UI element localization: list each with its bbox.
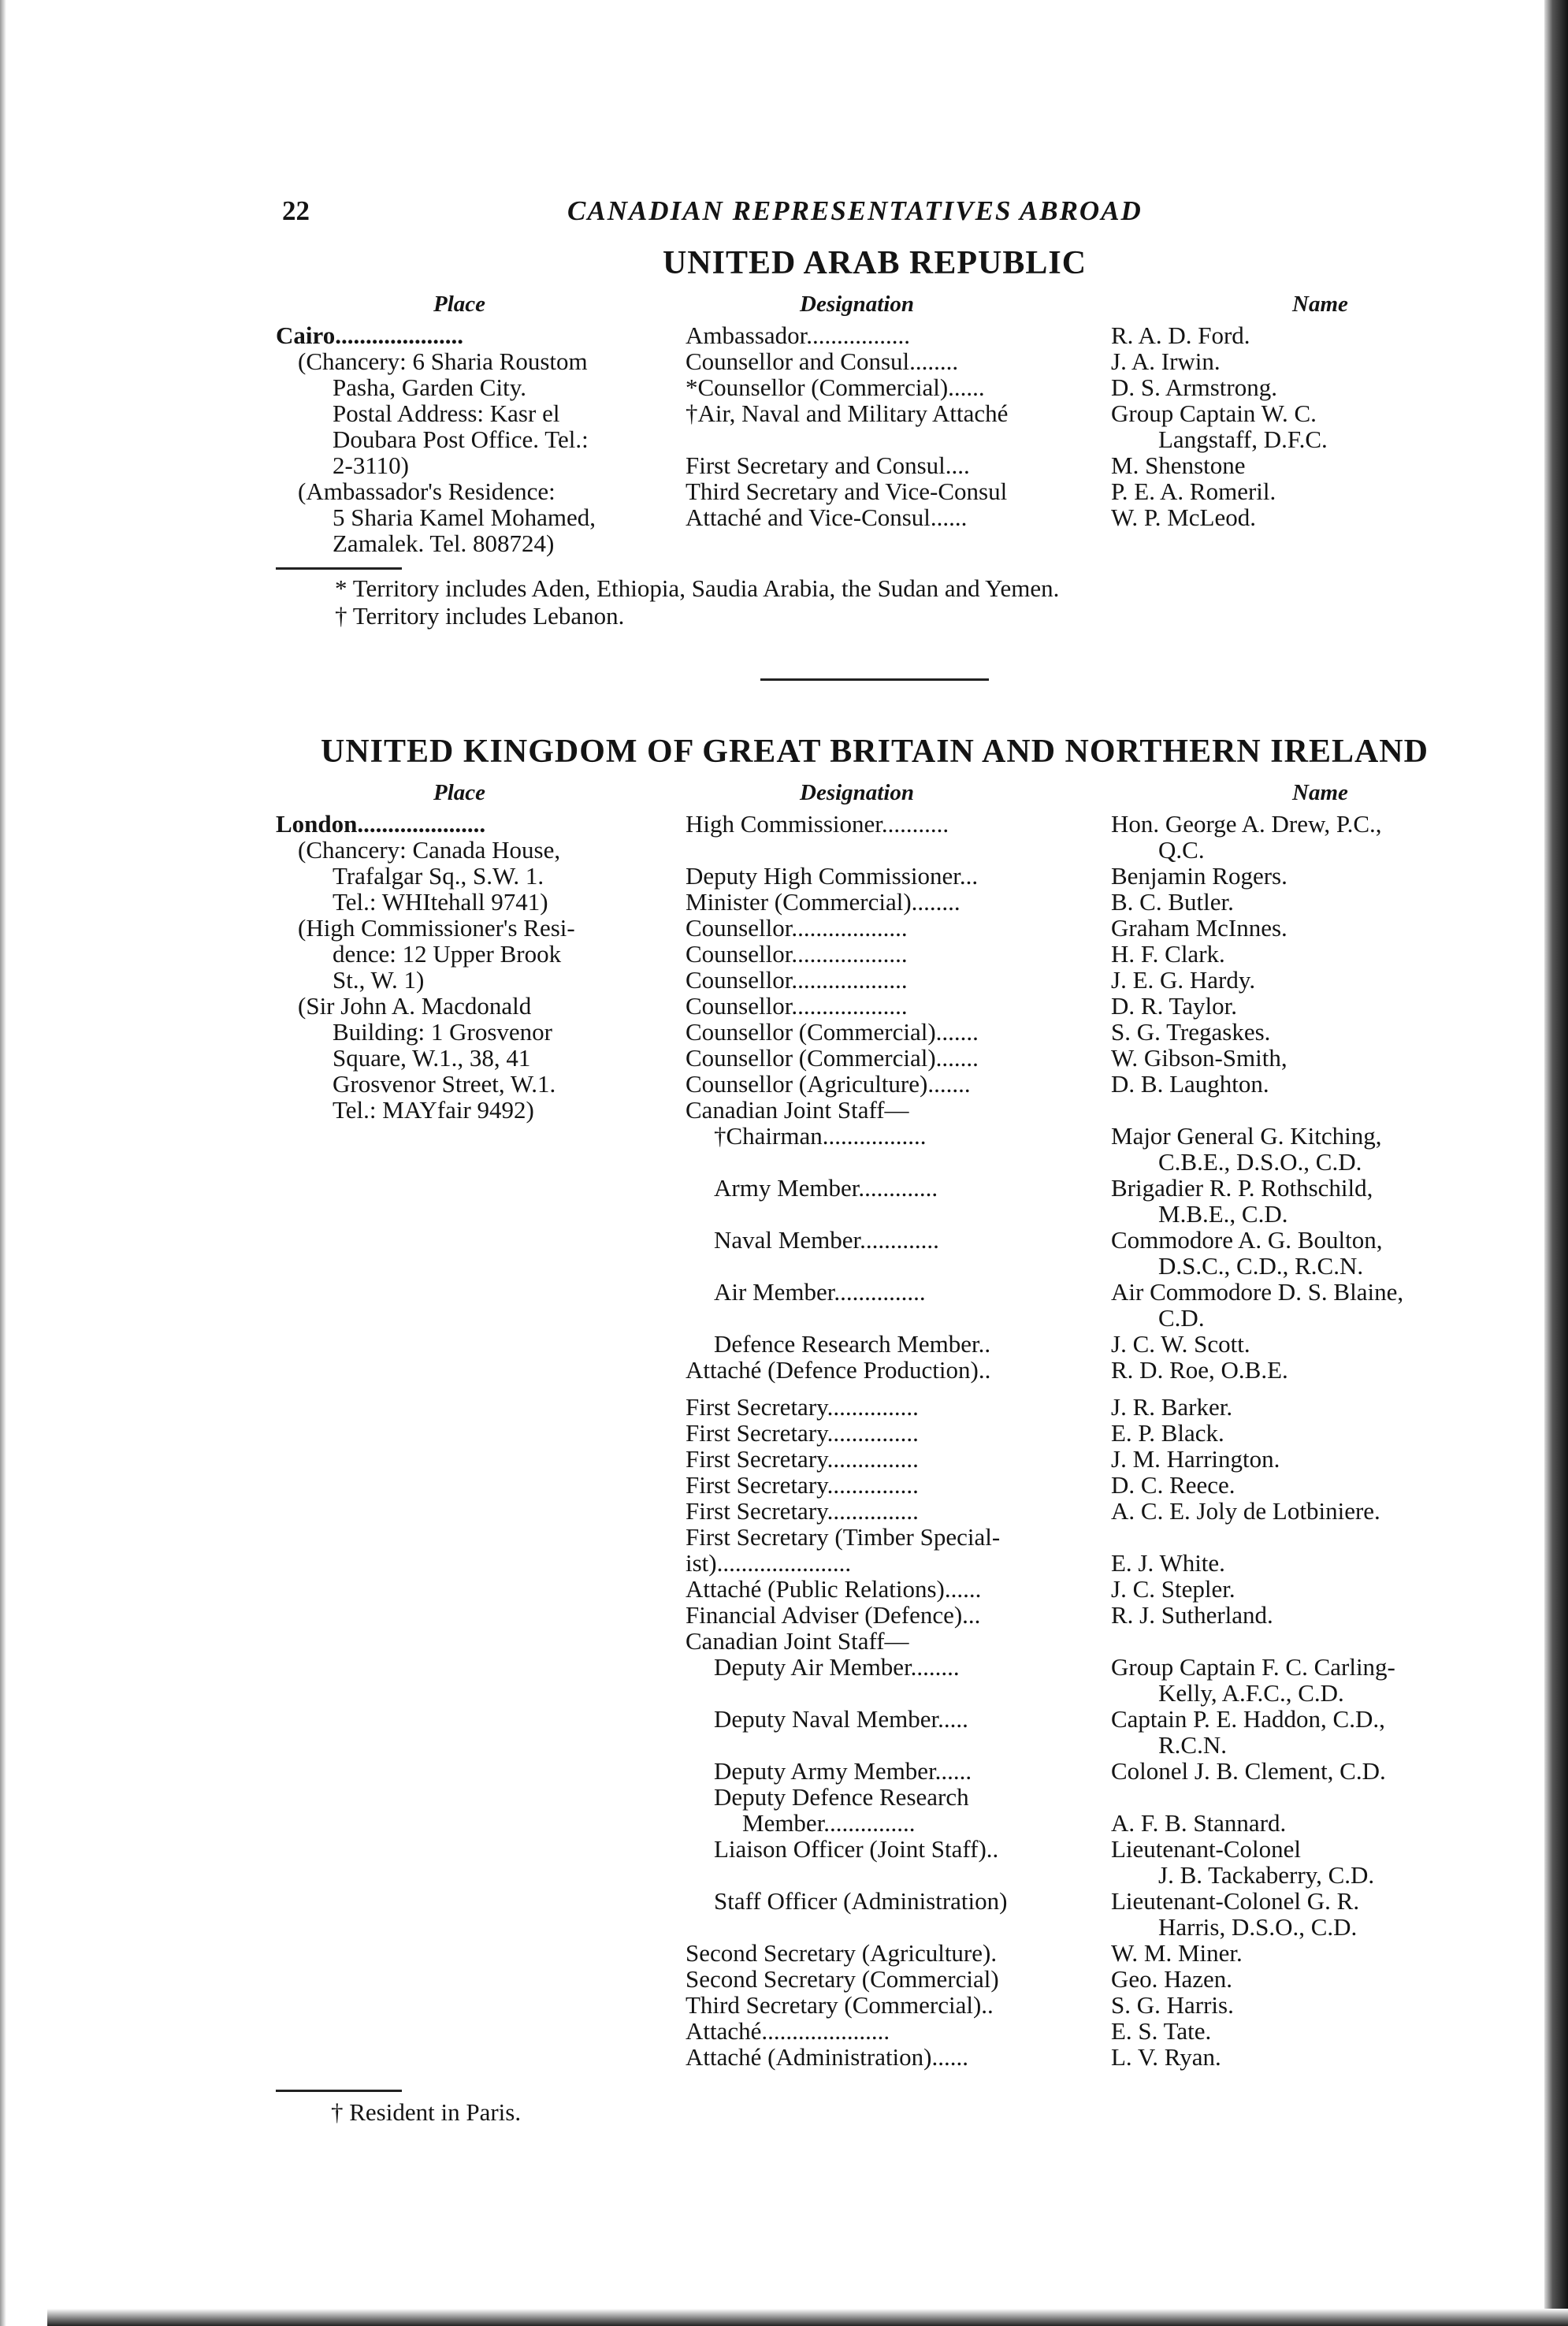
designation: Attaché (Public Relations)...... — [686, 1575, 982, 1603]
col-designation: Designation — [800, 780, 915, 805]
spacer — [686, 1383, 1111, 1394]
name: W. Gibson-Smith, — [1111, 1044, 1287, 1072]
designation: Second Secretary (Commercial) — [686, 1965, 999, 1993]
name-cont: D.S.C., C.D., R.C.N. — [1158, 1252, 1364, 1280]
designation: Minister (Commercial)........ — [686, 888, 960, 916]
place-line: Doubara Post Office. Tel.: — [333, 425, 589, 453]
name — [1111, 1383, 1473, 1394]
place-line: (Sir John A. Macdonald — [298, 992, 532, 1020]
designation: Second Secretary (Agriculture). — [686, 1939, 998, 1967]
place-line: Cairo..................... — [276, 321, 463, 349]
page-number: 22 — [282, 195, 310, 226]
name: Major General G. Kitching, — [1111, 1122, 1382, 1150]
designation: Counsellor (Agriculture)....... — [686, 1070, 971, 1098]
section-divider — [760, 678, 989, 681]
col-place: Place — [433, 780, 486, 805]
running-head — [276, 189, 1473, 236]
place-column-uar — [276, 322, 686, 556]
name: Group Captain F. C. Carling- — [1111, 1653, 1395, 1681]
name: H. F. Clark. — [1111, 940, 1225, 968]
name-cont: R.C.N. — [1158, 1731, 1227, 1759]
designation: Counsellor................... — [686, 914, 908, 942]
col-designation: Designation — [800, 292, 915, 317]
name: Lieutenant-Colonel — [1111, 1835, 1302, 1863]
designation: Counsellor (Commercial)....... — [686, 1018, 979, 1046]
place-line: Postal Address: Kasr el — [333, 399, 560, 427]
name-continuation — [1111, 1680, 1473, 1706]
name: E. P. Black. — [1111, 1419, 1224, 1447]
name: E. S. Tate. — [1111, 2017, 1212, 2045]
place-line: (Ambassador's Residence: — [298, 477, 555, 505]
designation: Attaché (Defence Production).. — [686, 1356, 991, 1384]
designation: Deputy Defence Research — [714, 1783, 969, 1811]
name: Brigadier R. P. Rothschild, — [1111, 1174, 1373, 1202]
name: Hon. George A. Drew, P.C., — [1111, 810, 1382, 838]
designation: Counsellor................... — [686, 940, 908, 968]
name-continuation — [1111, 1305, 1473, 1331]
designation: First Secretary............... — [686, 1419, 919, 1447]
name-cont: J. B. Tackaberry, C.D. — [1158, 1861, 1375, 1889]
place-line: Tel.: WHItehall 9741) — [333, 888, 548, 916]
bottom-footnote — [276, 2090, 521, 2127]
designation: Deputy Air Member........ — [714, 1653, 960, 1681]
designation: *Counsellor (Commercial)...... — [686, 373, 985, 401]
col-name: Name — [1292, 292, 1348, 317]
name-cont: Langstaff, D.F.C. — [1158, 425, 1328, 453]
name: Captain P. E. Haddon, C.D., — [1111, 1705, 1385, 1733]
name-continuation — [1111, 426, 1473, 452]
spacer — [686, 426, 1111, 452]
name-continuation — [1111, 1914, 1473, 1940]
scan-edge-left — [0, 0, 6, 2326]
name-column-uar — [1111, 322, 1473, 556]
designation: †Chairman................. — [714, 1122, 927, 1150]
place-line: Grosvenor Street, W.1. — [333, 1070, 556, 1098]
name-continuation — [1111, 1732, 1473, 1758]
name: R. A. D. Ford. — [1111, 321, 1250, 349]
col-name: Name — [1292, 780, 1348, 805]
name: Graham McInnes. — [1111, 914, 1287, 942]
name: J. R. Barker. — [1111, 1393, 1233, 1421]
designation: Counsellor................... — [686, 992, 908, 1020]
name: Colonel J. B. Clement, C.D. — [1111, 1757, 1386, 1785]
name-continuation — [1111, 1862, 1473, 1888]
place-line: 5 Sharia Kamel Mohamed, — [333, 503, 596, 531]
place-line: London..................... — [276, 810, 486, 838]
scan-edge-bottom — [47, 2309, 1568, 2326]
designation: First Secretary............... — [686, 1445, 919, 1473]
place-line: St., W. 1) — [333, 966, 425, 994]
name: R. D. Roe, O.B.E. — [1111, 1356, 1288, 1384]
name-continuation — [1111, 1149, 1473, 1175]
place-line: (High Commissioner's Resi- — [298, 914, 575, 942]
table-uar — [276, 322, 1473, 556]
designation: Attaché and Vice-Consul...... — [686, 503, 968, 531]
spacer — [686, 1149, 1111, 1175]
section-title-uar: UNITED ARAB REPUBLIC — [662, 245, 1087, 281]
designation: Third Secretary and Vice-Consul — [686, 477, 1008, 505]
name: D. S. Armstrong. — [1111, 373, 1277, 401]
designation: Defence Research Member.. — [714, 1330, 991, 1358]
name: D. C. Reece. — [1111, 1471, 1235, 1499]
designation: Air Member............... — [714, 1278, 926, 1306]
name-cont: M.B.E., C.D. — [1158, 1200, 1288, 1228]
designation: Attaché (Administration)...... — [686, 2043, 968, 2071]
designation: Canadian Joint Staff— — [686, 1096, 909, 1124]
name: E. J. White. — [1111, 1549, 1225, 1577]
name: D. B. Laughton. — [1111, 1070, 1269, 1098]
designation: Attaché..................... — [686, 2017, 890, 2045]
column-headers-uk — [276, 780, 1473, 806]
designation: Army Member............. — [714, 1174, 938, 1202]
name: J. E. G. Hardy. — [1111, 966, 1256, 994]
designation: Counsellor................... — [686, 966, 908, 994]
name-cont: Harris, D.S.O., C.D. — [1158, 1913, 1358, 1941]
footnote: † Territory includes Lebanon. — [335, 602, 625, 630]
name: J. A. Irwin. — [1111, 347, 1221, 375]
place-column-uk — [276, 811, 686, 2070]
name — [1111, 1524, 1473, 1550]
table-uk — [276, 811, 1473, 2070]
page — [276, 189, 1473, 2070]
name: W. P. McLeod. — [1111, 503, 1256, 531]
name-continuation — [1111, 1253, 1473, 1279]
designation: Third Secretary (Commercial).. — [686, 1991, 994, 2019]
name: R. J. Sutherland. — [1111, 1601, 1273, 1629]
spacer — [686, 1680, 1111, 1706]
spacer — [686, 1732, 1111, 1758]
name: Lieutenant-Colonel G. R. — [1111, 1887, 1360, 1915]
name: Air Commodore D. S. Blaine, — [1111, 1278, 1404, 1306]
name-continuation — [1111, 1201, 1473, 1227]
section-title-uk: UNITED KINGDOM OF GREAT BRITAIN AND NORTHERN IRELAND — [321, 734, 1429, 770]
name: Group Captain W. C. — [1111, 399, 1317, 427]
spacer — [686, 1201, 1111, 1227]
name: W. M. Miner. — [1111, 1939, 1243, 1967]
footnote-text: † Resident in Paris. — [331, 2098, 522, 2126]
name: J. C. Stepler. — [1111, 1575, 1235, 1603]
place-line: Trafalgar Sq., S.W. 1. — [333, 862, 544, 890]
designation: First Secretary and Consul.... — [686, 451, 970, 479]
spacer — [686, 1862, 1111, 1888]
name: J. C. W. Scott. — [1111, 1330, 1250, 1358]
name: S. G. Tregaskes. — [1111, 1018, 1271, 1046]
place-line: dence: 12 Upper Brook — [333, 940, 562, 968]
name — [1111, 1628, 1473, 1654]
designation: Canadian Joint Staff— — [686, 1627, 909, 1655]
name-column-uk — [1111, 811, 1473, 2070]
name: J. M. Harrington. — [1111, 1445, 1280, 1473]
footnote: * Territory includes Aden, Ethiopia, Saudia Arabia, the Sudan and Yemen. — [335, 574, 1060, 602]
footnote-rule — [276, 2090, 402, 2092]
name: A. F. B. Stannard. — [1111, 1809, 1287, 1837]
place-line: 2-3110) — [333, 451, 409, 479]
place-line: (Chancery: Canada House, — [298, 836, 561, 864]
spacer — [686, 1914, 1111, 1940]
name: D. R. Taylor. — [1111, 992, 1238, 1020]
designation: Deputy High Commissioner... — [686, 862, 979, 890]
designation: Deputy Army Member...... — [714, 1757, 972, 1785]
designation: Naval Member............. — [714, 1226, 939, 1254]
spacer — [686, 837, 1111, 863]
running-title: CANADIAN REPRESENTATIVES ABROAD — [567, 195, 1143, 226]
place-line: Tel.: MAYfair 9492) — [333, 1096, 534, 1124]
name: A. C. E. Joly de Lotbiniere. — [1111, 1497, 1380, 1525]
designation: Liaison Officer (Joint Staff).. — [714, 1835, 999, 1863]
name: Geo. Hazen. — [1111, 1965, 1233, 1993]
footnotes-uar — [276, 574, 1473, 630]
designation: Ambassador................. — [686, 321, 911, 349]
place-line: (Chancery: 6 Sharia Roustom — [298, 347, 588, 375]
name — [1111, 1784, 1473, 1810]
name: S. G. Harris. — [1111, 1991, 1234, 2019]
name-cont: Kelly, A.F.C., C.D. — [1158, 1679, 1344, 1707]
designation: Deputy Naval Member..... — [714, 1705, 968, 1733]
name-cont: Q.C. — [1158, 836, 1205, 864]
col-place: Place — [433, 292, 486, 317]
name: M. Shenstone — [1111, 451, 1246, 479]
scan-edge-right — [1544, 0, 1568, 2326]
name-cont: C.D. — [1158, 1304, 1205, 1332]
designation: Counsellor (Commercial)....... — [686, 1044, 979, 1072]
place-line: Pasha, Garden City. — [333, 373, 526, 401]
place-line: Building: 1 Grosvenor — [333, 1018, 552, 1046]
designation-column-uar — [686, 322, 1111, 556]
designation: ist)...................... — [686, 1549, 852, 1577]
designation: Financial Adviser (Defence)... — [686, 1601, 981, 1629]
name: P. E. A. Romeril. — [1111, 477, 1276, 505]
name: B. C. Butler. — [1111, 888, 1234, 916]
name: Benjamin Rogers. — [1111, 862, 1287, 890]
designation: First Secretary (Timber Special- — [686, 1523, 1001, 1551]
designation: First Secretary............... — [686, 1497, 919, 1525]
designation: First Secretary............... — [686, 1393, 919, 1421]
designation: Staff Officer (Administration) — [714, 1887, 1008, 1915]
name: L. V. Ryan. — [1111, 2043, 1221, 2071]
name — [1111, 1097, 1473, 1123]
designation: High Commissioner........... — [686, 810, 949, 838]
designation-column-uk — [686, 811, 1111, 2070]
column-headers-uar — [276, 292, 1473, 318]
designation: Member............... — [742, 1809, 916, 1837]
spacer — [686, 1253, 1111, 1279]
spacer — [686, 1305, 1111, 1331]
designation: First Secretary............... — [686, 1471, 919, 1499]
designation: †Air, Naval and Military Attaché — [686, 399, 1009, 427]
name-cont: C.B.E., D.S.O., C.D. — [1158, 1148, 1362, 1176]
place-line: Zamalek. Tel. 808724) — [333, 529, 555, 557]
name-continuation — [1111, 837, 1473, 863]
name: Commodore A. G. Boulton, — [1111, 1226, 1383, 1254]
place-line: Square, W.1., 38, 41 — [333, 1044, 531, 1072]
designation: Counsellor and Consul........ — [686, 347, 959, 375]
footnote-rule — [276, 567, 402, 570]
